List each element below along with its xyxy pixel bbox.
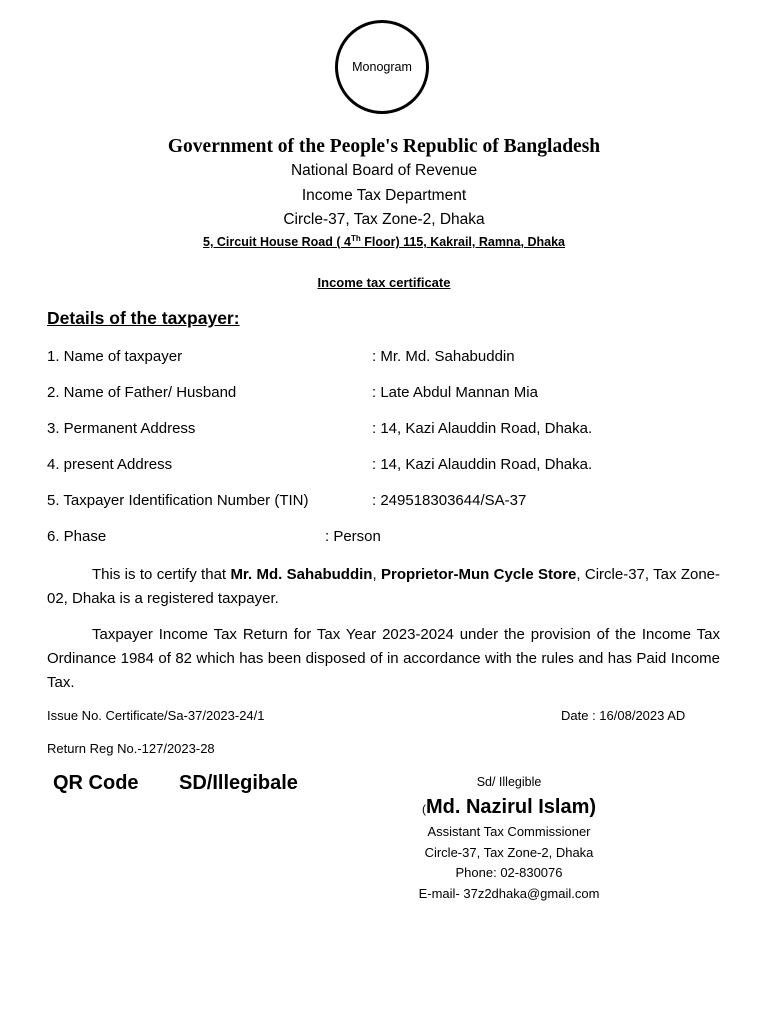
detail-label: 4. present Address (47, 456, 173, 473)
signatory-open-paren: ( (421, 802, 426, 816)
business-name-bold: Proprietor-Mun Cycle Store (380, 566, 577, 583)
signatory-email: E-mail- 37z2dhaka@gmail.com (418, 885, 600, 901)
tax-return-paragraph: Taxpayer Income Tax Return for Tax Year 2023-2024 under the provision of the Income Tax Ordinance 1984 of 82 which has been disposed of in accordance with the rules and has Paid Income Tax. (47, 626, 720, 691)
detail-label: 6. Phase (47, 528, 107, 545)
detail-value: : Late Abdul Mannan Mia (372, 384, 538, 401)
qr-code-label: QR Code (53, 772, 139, 794)
section-heading: Details of the taxpayer: (47, 308, 240, 328)
taxpayer-name-bold: Mr. Md. Sahabuddin (230, 566, 373, 583)
address-part-2: Floor) 115, Kakrail, Ramna, Dhaka (360, 235, 565, 250)
circle-name: Circle-37, Tax Zone-2, Dhaka (283, 211, 485, 228)
detail-value: : 14, Kazi Alauddin Road, Dhaka. (372, 420, 593, 437)
issue-date: Date : 16/08/2023 AD (561, 708, 686, 723)
detail-value: : 14, Kazi Alauddin Road, Dhaka. (372, 456, 593, 473)
signatory-office: Circle-37, Tax Zone-2, Dhaka (424, 844, 594, 860)
issue-number: Issue No. Certificate/Sa-37/2023-24/1 (47, 708, 265, 723)
detail-label: 3. Permanent Address (47, 420, 196, 437)
signatory-block (400, 772, 618, 904)
signatory-designation: Assistant Tax Commissioner (427, 824, 591, 839)
return-registration-number: Return Reg No.-127/2023-28 (47, 741, 215, 756)
monogram-label: Monogram (352, 60, 412, 74)
detail-value: : Person (325, 528, 381, 545)
para1-comma: , (372, 566, 381, 583)
left-signature-note: SD/Illegibale (179, 772, 298, 794)
detail-label: 1. Name of taxpayer (47, 348, 183, 365)
para1-rest: , Circle-37, Tax Zone-02, Dhaka is a registered taxpayer. (47, 566, 721, 607)
signatory-name-line (400, 792, 618, 822)
detail-value: : 249518303644/SA-37 (372, 492, 527, 509)
address-superscript: Th (350, 234, 361, 243)
para1-intro: This is to certify that (92, 566, 231, 583)
office-address (0, 234, 768, 249)
certification-paragraph (47, 563, 720, 611)
signatory-phone: Phone: 02-830076 (455, 865, 563, 880)
detail-label: 2. Name of Father/ Husband (47, 384, 237, 401)
government-title: Government of the People's Republic of Bangladesh (167, 136, 601, 157)
department-name: Income Tax Department (301, 187, 467, 204)
signature-note: Sd/ Illegible (476, 775, 542, 789)
board-name: National Board of Revenue (290, 162, 478, 179)
certificate-title: Income tax certificate (317, 275, 451, 290)
detail-value: : Mr. Md. Sahabuddin (372, 348, 515, 365)
address-part-1: 5, Circuit House Road ( 4 (203, 235, 351, 250)
signatory-name: Md. Nazirul Islam) (425, 796, 597, 818)
monogram-seal (335, 20, 429, 114)
detail-label: 5. Taxpayer Identification Number (TIN) (47, 492, 309, 509)
